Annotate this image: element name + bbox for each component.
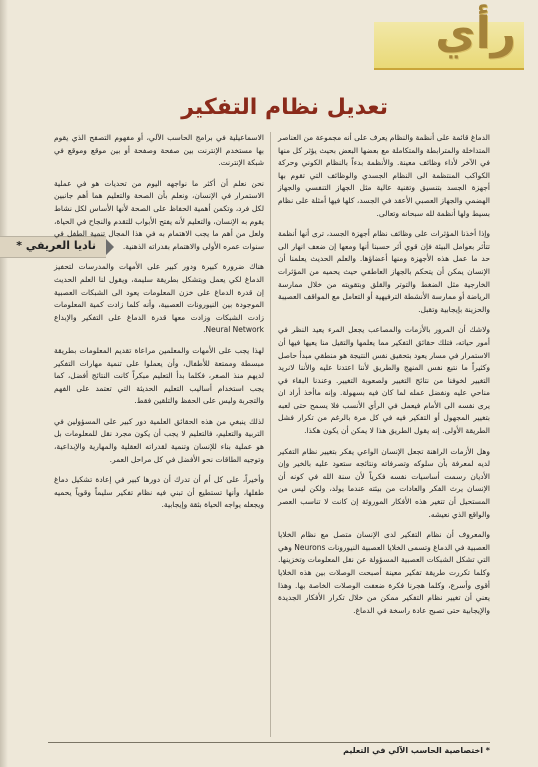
paragraph: هناك ضرورة كبيرة ودور كبير على الأمهات والمدرسات لتحفيز الدماغ لكي يعمل ويتشكل بطريقة سليمة، ويقول لنا العلم الحديث إن قدرة الدماغ على خزن المعلومات يعود الى الشبكات العصبية الموجودة بين النيورونات العصبية، وأنه كلما زادت كمية المعلومات زادت الشبكات وزادت معها قدرة الدماغ على التفكير والإبداع Neural Network. <box>54 262 264 335</box>
article-title: تعديل نظام التفكير <box>181 95 388 120</box>
masthead <box>0 0 538 90</box>
column-divider <box>270 132 271 737</box>
article-column-left <box>54 132 264 742</box>
paragraph: وهل الأزمات الراهنة تجعل الإنسان الواعي يفكر بتغيير نظام التفكير لديه لمعرفة بأن سلوكه وتصرفاته ونتائجه ستعود عليه بالخير وإن الأديان رسمت أساسيات نفسه فكرياً لأن سنة الله في كونه أن الإنسان يرث الفكر والعادات من بيئته عندما يولد، ولكن ليس من المستحيل أن تتغير هذه الأفكار الموروثة إن كانت لا تناسب العصر والواقع الذي نعيشه. <box>278 446 490 519</box>
paragraph: الدماغ قائمة على أنظمة والنظام يعرف على أنه مجموعة من العناصر المتداخلة والمترابطة والمتكاملة مع بعضها البعض بحيث يؤثر كل منها في الآخر لأداء وظائف معينة. والأنظمة بدءاً بالنظام الكوني وحركة الكواكب المنتظمة الى النظام الجسدي والوظائف التي تقوم بها أجهزة الجسد بتنسيق وتقنية عالية مثل الجهاز التنفسي والجهاز الهضمي والجهاز العصبي الأعقد في الجسد، كلها فيها أمثلة على نظام بسيط ولها أنظمة لله سبحانه وتعالى. <box>278 133 490 218</box>
paragraph: ولاشك أن المرور بالأزمات والمصاعب يجعل المرء يعيد النظر في أمور حياته، فتلك حقائق التفكير مما يعلمها والتقيل منا يعيها فيها أن الاستمرار في مسار يعود بتحقيق نفس النتيجة هو منطقي مبدأ حاصل وكثيراً ما نتبع نفس المنهج والطريق لأننا اعتدنا عليه والأننا لانريد التغيير لخوفنا من نتائج التغيير ولصعوبة التغيير. وعندنا البقاء في مناحي عليه ونفضل عمله لما كان فيه بسهولة. وإنه ماأخذ أراد ان يرى نفسه الى الأمام فيعمل في الرأي الأنسب فلا يسمح حتى لعبه بتغيير المجهول أو التفكير فيه في كل مرة بالرغم من تكرار فشل الطريقة الأولى. إنه يقول الطريق هذا لا يمكن أن يكون هكذا. <box>278 325 490 436</box>
paragraph: والمعروف أن نظام التفكير لدى الإنسان متصل مع نظام الخلايا العصبية في الدماغ وتسمى الخلايا العصبية النيورونات Neurons وهي التي تشكل الشبكات العصبية المسؤولة عن نقل المعلومات وتخزينها. وكلما تكررت طريقة تفكير معينة أصبحت الوصلات بين هذه الخلايا أقوى وأسرع، وكلما هجرنا فكرة ضعفت الوصلات الخاصة بها. وهذا يعني أن تغيير نظام التفكير ممكن من خلال تكرار الأفكار الجديدة والإيجابية حتى تصبح عادة راسخة في الدماغ. <box>278 530 490 615</box>
article-column-right <box>278 132 490 742</box>
paragraph: وأخيراً، على كل أم أن تدرك أن دورها كبير في إعادة تشكيل دماغ طفلها، وأنها تستطيع أن تبني فيه نظام تفكير سليماً وقوياً يحميه ويجعله يواجه الحياة بثقة وإيجابية. <box>54 475 264 510</box>
page-gutter-shadow <box>0 0 8 767</box>
paragraph: لهذا يجب على الأمهات والمعلمين مراعاة تقديم المعلومات بطريقة مبسطة وممتعة للأطفال، وأن يعملوا على تنمية مهارات التفكير لديهم منذ الصغر، فكلما بدأ التعليم مبكراً كانت النتائج أفضل، كما يجب استخدام أساليب التعليم الحديثة التي تعتمد على الفهم والتجربة وليس على الحفظ والتلقين فقط. <box>54 345 264 406</box>
paragraph: لذلك ينبغي من هذه الحقائق العلمية دور كبير على المسؤولين في التربية والتعليم، فالتعليم لا يجب أن يكون مجرد نقل للمعلومات بل هو عملية بناء للإنسان وتنمية لقدراته العقلية والمهارية والإبداعية، وتوجيه الطاقات نحو الأفضل في كل مراحل العمر. <box>54 416 264 464</box>
author-footnote: * اختصاصية الحاسب الآلي في التعليم <box>343 746 490 755</box>
footer-divider <box>48 742 490 743</box>
paragraph: نحن نعلم أن أكثر ما نواجهه اليوم من تحديات هو في عملية الاستمرار في الإنسان، ونعلم بأن الصحة والتعليم هما أهم جانبين لكل فرد، وتكمن أهمية الحفاظ على الصحة لأنها الأساس لكل نشاط يقوم به الإنسان، والتعليم لأنه يفتح الأبواب للتقدم والنجاح في الحياة، ولعل من أهم ما يجب الاهتمام به في هذا المجال تنمية الطفل في سنوات عمره الأولى والاهتمام بقدراته الذهنية. <box>54 178 264 251</box>
author-name: ناديا العريفي * <box>16 239 96 252</box>
paragraph: وإذا أخذنا المؤثرات على وظائف نظام أجهزة الجسد، ترى أنها أنظمة تتأثر بعوامل البيئة فإن قوي أثر حسبنا أنها ومعها إن ضعف انهار الى حد ما عمل هذه الأجهزة ومنها أعضاؤها. والعلم الحديث يعلمنا أن الإنسان يمكن أن يتحكم بالجهاز العاطفي حيث يحميه من المؤثرات الخارجية مثل الضغط والتوتر والقلق وبتقويته من خلال ممارسة الرياضة أو ممارسة الأنشطة الترفيهية أو التعامل مع المواقف العصيبة والحزينة بإيجابية وتقبل. <box>278 229 490 314</box>
paragraph: الاسماعيلية في برامج الحاسب الآلي، أو مفهوم التصفح الذي يقوم بها مستخدم الإنترنت بين صفحة وصفحة أو بين موقع وموقع في شبكة الإنترنت. <box>54 133 264 168</box>
section-label: رأي <box>435 8 516 59</box>
